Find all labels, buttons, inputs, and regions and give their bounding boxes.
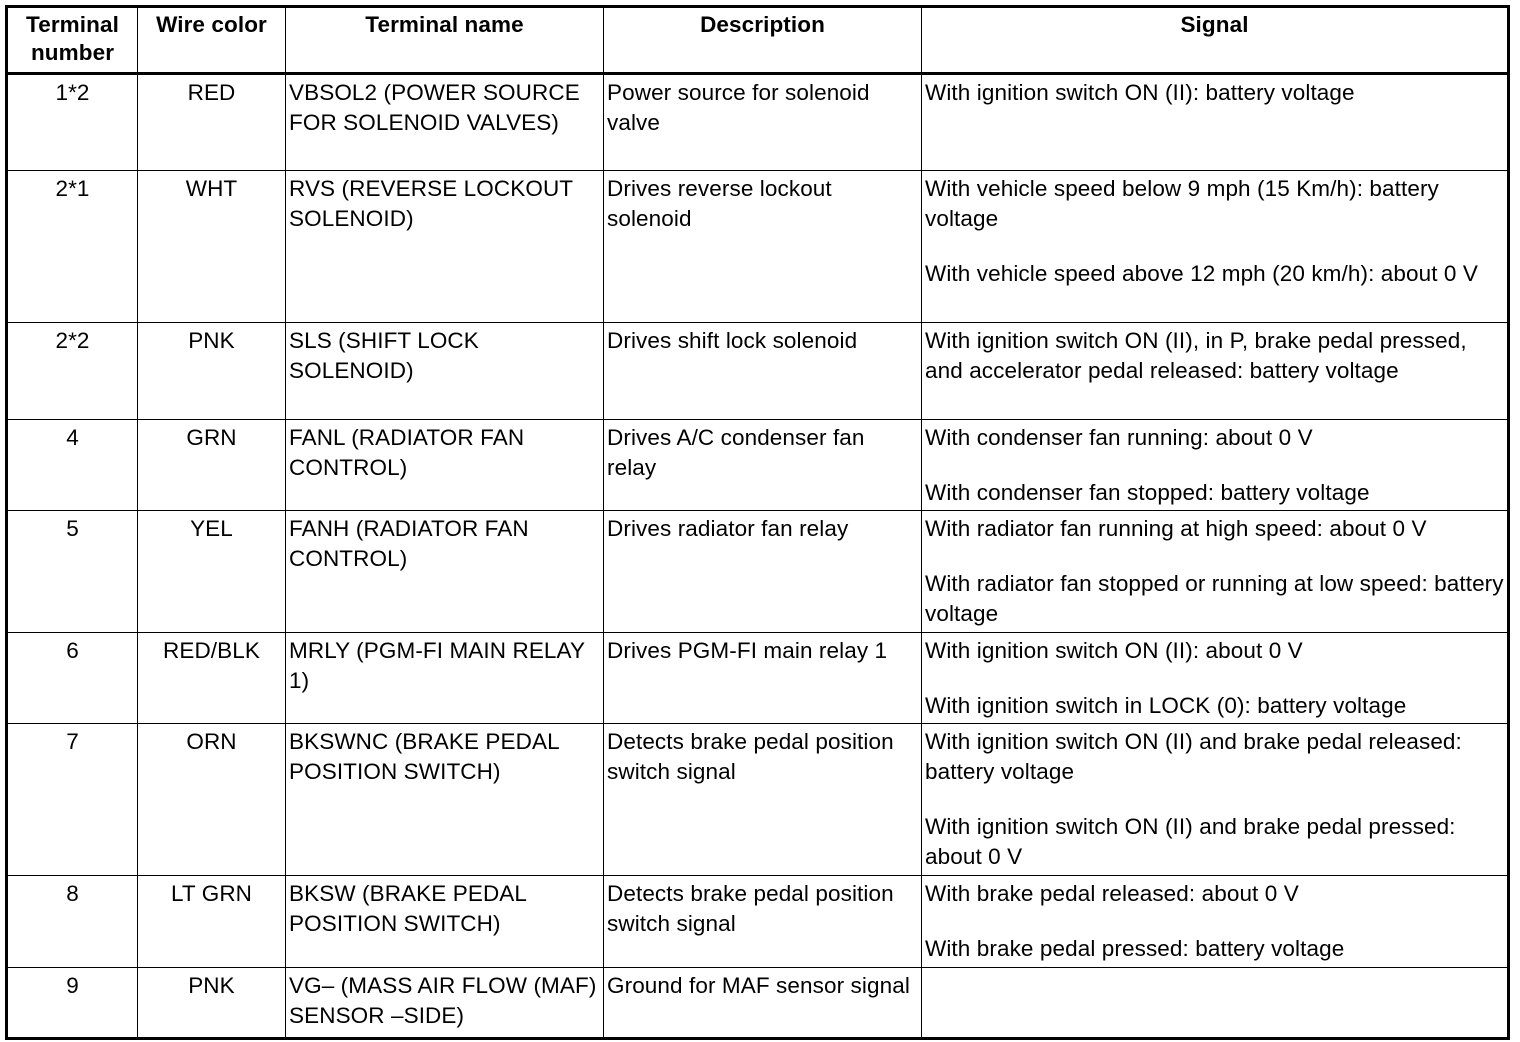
terminal-name-cell: FANL (RADIATOR FAN CONTROL) bbox=[286, 420, 604, 511]
terminal-number-cell: 6 bbox=[7, 633, 138, 724]
terminal-name-cell: MRLY (PGM-FI MAIN RELAY 1) bbox=[286, 633, 604, 724]
signal-text: With condenser fan running: about 0 V bbox=[925, 425, 1313, 450]
wire-color-cell: PNK bbox=[138, 323, 286, 420]
description-cell: Drives shift lock solenoid bbox=[604, 323, 922, 420]
description-cell: Drives PGM-FI main relay 1 bbox=[604, 633, 922, 724]
terminal-name-cell: RVS (REVERSE LOCKOUT SOLENOID) bbox=[286, 171, 604, 323]
terminal-name-cell: SLS (SHIFT LOCK SOLENOID) bbox=[286, 323, 604, 420]
wire-color-cell: GRN bbox=[138, 420, 286, 511]
terminal-name-cell: VG– (MASS AIR FLOW (MAF) SENSOR –SIDE) bbox=[286, 968, 604, 1039]
terminal-number-cell: 1*2 bbox=[7, 74, 138, 171]
signal-cell bbox=[922, 876, 1509, 968]
header-wire-color: Wire color bbox=[138, 7, 286, 74]
signal-text: With ignition switch ON (II) and brake pedal released: battery voltage bbox=[925, 729, 1462, 784]
table-row bbox=[7, 876, 1509, 968]
description-cell: Drives reverse lockout solenoid bbox=[604, 171, 922, 323]
header-terminal-number: Terminal number bbox=[7, 7, 138, 74]
terminal-number-cell: 8 bbox=[7, 876, 138, 968]
signal-cell bbox=[922, 724, 1509, 876]
header-signal: Signal bbox=[922, 7, 1509, 74]
table-header bbox=[7, 7, 1509, 74]
signal-text: With ignition switch in LOCK (0): battery voltage bbox=[925, 693, 1407, 718]
wire-color-cell: PNK bbox=[138, 968, 286, 1039]
description-cell: Ground for MAF sensor signal bbox=[604, 968, 922, 1039]
table-row bbox=[7, 420, 1509, 511]
wire-color-cell: ORN bbox=[138, 724, 286, 876]
wire-color-cell: RED/BLK bbox=[138, 633, 286, 724]
header-row bbox=[7, 7, 1509, 74]
description-cell: Detects brake pedal position switch signal bbox=[604, 876, 922, 968]
terminal-name-cell: BKSWNC (BRAKE PEDAL POSITION SWITCH) bbox=[286, 724, 604, 876]
table-body bbox=[7, 74, 1509, 1039]
signal-text: With brake pedal pressed: battery voltage bbox=[925, 936, 1345, 961]
table-row bbox=[7, 171, 1509, 323]
table-row bbox=[7, 323, 1509, 420]
description-cell: Power source for solenoid valve bbox=[604, 74, 922, 171]
wire-color-cell: WHT bbox=[138, 171, 286, 323]
signal-text: With ignition switch ON (II), in P, brake pedal pressed, and accelerator pedal released: battery voltage bbox=[925, 328, 1467, 383]
table-row bbox=[7, 74, 1509, 171]
description-cell: Drives radiator fan relay bbox=[604, 511, 922, 633]
signal-text: With vehicle speed below 9 mph (15 Km/h): battery voltage bbox=[925, 176, 1439, 231]
wire-color-cell: LT GRN bbox=[138, 876, 286, 968]
terminal-number-cell: 2*1 bbox=[7, 171, 138, 323]
terminal-name-cell: FANH (RADIATOR FAN CONTROL) bbox=[286, 511, 604, 633]
wire-color-cell: YEL bbox=[138, 511, 286, 633]
header-description: Description bbox=[604, 7, 922, 74]
signal-cell bbox=[922, 968, 1509, 1039]
table-row bbox=[7, 724, 1509, 876]
signal-cell bbox=[922, 171, 1509, 323]
signal-text: With ignition switch ON (II) and brake pedal pressed: about 0 V bbox=[925, 814, 1456, 869]
signal-cell bbox=[922, 74, 1509, 171]
signal-cell bbox=[922, 420, 1509, 511]
terminal-number-cell: 9 bbox=[7, 968, 138, 1039]
description-cell: Drives A/C condenser fan relay bbox=[604, 420, 922, 511]
signal-cell bbox=[922, 511, 1509, 633]
description-cell: Detects brake pedal position switch signal bbox=[604, 724, 922, 876]
signal-text: With vehicle speed above 12 mph (20 km/h): about 0 V bbox=[925, 261, 1478, 286]
signal-text: With radiator fan stopped or running at low speed: battery voltage bbox=[925, 571, 1504, 626]
terminal-number-cell: 2*2 bbox=[7, 323, 138, 420]
header-terminal-name: Terminal name bbox=[286, 7, 604, 74]
signal-text: With ignition switch ON (II): battery voltage bbox=[925, 80, 1355, 105]
table-row bbox=[7, 633, 1509, 724]
signal-cell bbox=[922, 323, 1509, 420]
terminal-table bbox=[5, 5, 1510, 1040]
table-row bbox=[7, 968, 1509, 1039]
wire-color-cell: RED bbox=[138, 74, 286, 171]
signal-text: With brake pedal released: about 0 V bbox=[925, 881, 1299, 906]
terminal-name-cell: VBSOL2 (POWER SOURCE FOR SOLENOID VALVES) bbox=[286, 74, 604, 171]
signal-text: With ignition switch ON (II): about 0 V bbox=[925, 638, 1303, 663]
signal-text: With radiator fan running at high speed: about 0 V bbox=[925, 516, 1427, 541]
signal-cell bbox=[922, 633, 1509, 724]
terminal-number-cell: 5 bbox=[7, 511, 138, 633]
terminal-number-cell: 7 bbox=[7, 724, 138, 876]
table-row bbox=[7, 511, 1509, 633]
terminal-name-cell: BKSW (BRAKE PEDAL POSITION SWITCH) bbox=[286, 876, 604, 968]
signal-text: With condenser fan stopped: battery voltage bbox=[925, 480, 1370, 505]
terminal-number-cell: 4 bbox=[7, 420, 138, 511]
